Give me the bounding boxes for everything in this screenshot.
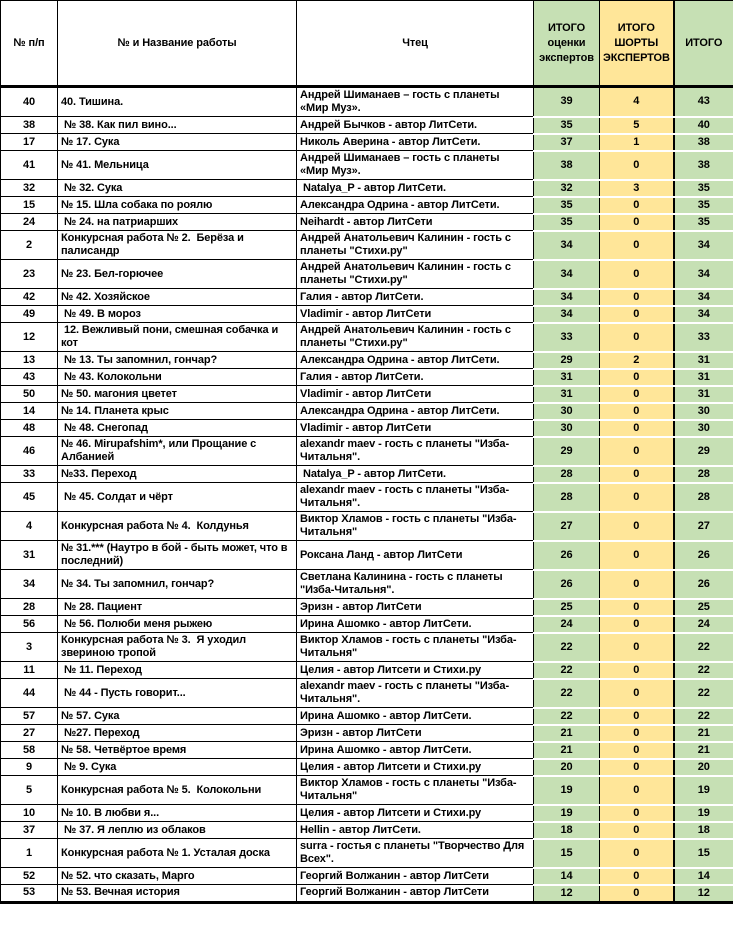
table-row [1,805,733,822]
cell-total-score: 22 [674,679,733,708]
cell-shortlist-score: 0 [600,868,674,885]
cell-total-score: 26 [674,570,733,599]
cell-reader: Георгий Волжанин - автор ЛитСети [297,885,534,903]
cell-expert-score: 22 [534,679,600,708]
cell-work-number: 46 [1,437,58,466]
header-row [1,1,733,87]
cell-total-score: 34 [674,289,733,306]
cell-work-number: 23 [1,260,58,289]
table-row [1,369,733,386]
cell-reader: Андрей Анатольевич Калинин - гость с планеты "Стихи.ру" [297,231,534,260]
cell-reader: Natalya_P - автор ЛитСети. [297,180,534,197]
cell-reader: Виктор Хламов - гость с планеты "Изба-Читальня" [297,776,534,805]
cell-expert-score: 35 [534,214,600,231]
cell-reader: alexandr maev - гость с планеты "Изба-Читальня". [297,483,534,512]
cell-work-title: № 23. Бел-горючее [58,260,297,289]
cell-expert-score: 34 [534,289,600,306]
cell-shortlist-score: 2 [600,352,674,369]
cell-reader: Эризн - автор ЛитСети [297,725,534,742]
cell-expert-score: 34 [534,306,600,323]
cell-work-title: № 45. Солдат и чёрт [58,483,297,512]
cell-work-title: Конкурсная работа № 5. Колокольни [58,776,297,805]
cell-total-score: 34 [674,260,733,289]
cell-shortlist-score: 0 [600,289,674,306]
cell-expert-score: 18 [534,822,600,839]
cell-work-number: 9 [1,759,58,776]
cell-expert-score: 31 [534,386,600,403]
cell-shortlist-score: 0 [600,466,674,483]
cell-reader: Александра Одрина - автор ЛитСети. [297,197,534,214]
table-row [1,352,733,369]
table-row [1,725,733,742]
cell-expert-score: 35 [534,117,600,134]
cell-reader: Ирина Ашомко - автор ЛитСети. [297,708,534,725]
cell-work-number: 38 [1,117,58,134]
cell-total-score: 28 [674,483,733,512]
table-row [1,231,733,260]
cell-reader: Андрей Шиманаев – гость с планеты «Мир Муз». [297,151,534,180]
cell-work-number: 56 [1,616,58,633]
table-row [1,483,733,512]
cell-work-title: № 42. Хозяйское [58,289,297,306]
cell-expert-score: 26 [534,541,600,570]
cell-work-number: 33 [1,466,58,483]
table-row [1,868,733,885]
cell-shortlist-score: 0 [600,260,674,289]
cell-expert-score: 32 [534,180,600,197]
table-row [1,822,733,839]
table-row [1,289,733,306]
cell-work-title: № 46. Mirupafshim*, или Прощание с Албанией [58,437,297,466]
cell-reader: surra - гостья с планеты "Творчество Для Всех". [297,839,534,868]
cell-total-score: 29 [674,437,733,466]
cell-reader: alexandr maev - гость с планеты "Изба-Читальня". [297,679,534,708]
cell-shortlist-score: 0 [600,805,674,822]
cell-total-score: 38 [674,151,733,180]
cell-total-score: 27 [674,512,733,541]
header-col-total: ИТОГО [674,1,733,87]
cell-reader: Андрей Анатольевич Калинин - гость с планеты "Стихи.ру" [297,323,534,352]
cell-total-score: 40 [674,117,733,134]
header-col-shortlist-score: ИТОГО ШОРТЫ ЭКСПЕРТОВ [600,1,674,87]
cell-shortlist-score: 0 [600,420,674,437]
cell-work-number: 52 [1,868,58,885]
cell-work-title: № 10. В любви я... [58,805,297,822]
header-col-expert-score: ИТОГО оценки экспертов [534,1,600,87]
cell-reader: Vladimir - автор ЛитСети [297,386,534,403]
cell-reader: Vladimir - автор ЛитСети [297,306,534,323]
cell-work-number: 31 [1,541,58,570]
cell-work-number: 4 [1,512,58,541]
cell-total-score: 34 [674,231,733,260]
cell-work-title: №33. Переход [58,466,297,483]
cell-shortlist-score: 0 [600,483,674,512]
cell-expert-score: 28 [534,466,600,483]
cell-work-number: 10 [1,805,58,822]
cell-expert-score: 31 [534,369,600,386]
cell-total-score: 35 [674,180,733,197]
cell-expert-score: 33 [534,323,600,352]
table-row [1,708,733,725]
cell-work-number: 53 [1,885,58,903]
cell-reader: Роксана Ланд - автор ЛитСети [297,541,534,570]
table-row [1,633,733,662]
cell-expert-score: 22 [534,633,600,662]
cell-work-number: 5 [1,776,58,805]
cell-total-score: 12 [674,885,733,903]
table-row [1,87,733,117]
cell-expert-score: 21 [534,742,600,759]
cell-reader: Виктор Хламов - гость с планеты "Изба-Читальня" [297,633,534,662]
cell-total-score: 31 [674,369,733,386]
cell-work-number: 24 [1,214,58,231]
cell-work-title: № 56. Полюби меня рыжею [58,616,297,633]
cell-work-title: № 15. Шла собака по роялю [58,197,297,214]
cell-reader: Андрей Шиманаев – гость с планеты «Мир Муз». [297,87,534,117]
cell-reader: Николь Аверина - автор ЛитСети. [297,134,534,151]
cell-work-title: № 48. Снегопад [58,420,297,437]
cell-total-score: 35 [674,214,733,231]
cell-shortlist-score: 0 [600,570,674,599]
table-row [1,214,733,231]
cell-shortlist-score: 0 [600,616,674,633]
cell-reader: Ирина Ашомко - автор ЛитСети. [297,616,534,633]
cell-work-number: 40 [1,87,58,117]
cell-shortlist-score: 0 [600,386,674,403]
cell-work-number: 2 [1,231,58,260]
cell-work-title: № 37. Я леплю из облаков [58,822,297,839]
table-row [1,420,733,437]
cell-total-score: 25 [674,599,733,616]
cell-work-title: №27. Переход [58,725,297,742]
cell-reader: Vladimir - автор ЛитСети [297,420,534,437]
cell-reader: Natalya_P - автор ЛитСети. [297,466,534,483]
cell-total-score: 38 [674,134,733,151]
cell-work-number: 34 [1,570,58,599]
header-col-number: № п/п [1,1,58,87]
cell-shortlist-score: 0 [600,822,674,839]
cell-total-score: 22 [674,633,733,662]
cell-reader: Андрей Анатольевич Калинин - гость с планеты "Стихи.ру" [297,260,534,289]
cell-shortlist-score: 0 [600,633,674,662]
cell-expert-score: 30 [534,403,600,420]
table-row [1,616,733,633]
table-row [1,117,733,134]
cell-shortlist-score: 0 [600,708,674,725]
cell-reader: Галия - автор ЛитСети. [297,289,534,306]
cell-shortlist-score: 1 [600,134,674,151]
cell-expert-score: 21 [534,725,600,742]
cell-work-title: № 44 - Пусть говорит... [58,679,297,708]
cell-work-title: № 49. В мороз [58,306,297,323]
cell-work-title: № 43. Колокольни [58,369,297,386]
cell-work-title: № 53. Вечная история [58,885,297,903]
cell-total-score: 34 [674,306,733,323]
cell-shortlist-score: 0 [600,742,674,759]
table-row [1,742,733,759]
cell-shortlist-score: 3 [600,180,674,197]
cell-total-score: 18 [674,822,733,839]
table-row [1,197,733,214]
cell-total-score: 28 [674,466,733,483]
cell-expert-score: 20 [534,759,600,776]
table-row [1,839,733,868]
table-row [1,541,733,570]
cell-total-score: 35 [674,197,733,214]
table-row [1,679,733,708]
cell-total-score: 30 [674,403,733,420]
cell-work-number: 17 [1,134,58,151]
table-row [1,386,733,403]
cell-work-number: 45 [1,483,58,512]
cell-reader: Светлана Калинина - гость с планеты "Изба-Читальня". [297,570,534,599]
cell-reader: Neihardt - автор ЛитСети [297,214,534,231]
cell-shortlist-score: 0 [600,306,674,323]
cell-expert-score: 22 [534,662,600,679]
cell-expert-score: 39 [534,87,600,117]
cell-work-title: № 31.*** (Наутро в бой - быть может, что в последний) [58,541,297,570]
cell-work-title: № 52. что сказать, Марго [58,868,297,885]
cell-total-score: 31 [674,352,733,369]
cell-reader: Целия - автор Литсети и Стихи.ру [297,805,534,822]
cell-shortlist-score: 0 [600,231,674,260]
cell-expert-score: 37 [534,134,600,151]
cell-expert-score: 35 [534,197,600,214]
cell-total-score: 30 [674,420,733,437]
header-col-work-title: № и Название работы [58,1,297,87]
cell-expert-score: 24 [534,616,600,633]
cell-work-number: 58 [1,742,58,759]
cell-reader: Эризн - автор ЛитСети [297,599,534,616]
table-row [1,599,733,616]
cell-work-title: № 50. магония цветет [58,386,297,403]
cell-work-title: Конкурсная работа № 4. Колдунья [58,512,297,541]
cell-work-number: 13 [1,352,58,369]
header-col-reader: Чтец [297,1,534,87]
cell-reader: Виктор Хламов - гость с планеты "Изба-Читальня" [297,512,534,541]
cell-expert-score: 14 [534,868,600,885]
cell-reader: Александра Одрина - автор ЛитСети. [297,352,534,369]
cell-work-number: 43 [1,369,58,386]
cell-work-title: № 13. Ты запомнил, гончар? [58,352,297,369]
cell-total-score: 15 [674,839,733,868]
cell-shortlist-score: 0 [600,725,674,742]
table-row [1,466,733,483]
cell-expert-score: 19 [534,805,600,822]
cell-shortlist-score: 0 [600,403,674,420]
cell-shortlist-score: 0 [600,197,674,214]
cell-shortlist-score: 0 [600,839,674,868]
cell-total-score: 33 [674,323,733,352]
cell-work-title: № 24. на патриарших [58,214,297,231]
table-row [1,180,733,197]
cell-reader: Целия - автор Литсети и Стихи.ру [297,759,534,776]
cell-work-number: 57 [1,708,58,725]
results-table-body [1,87,733,903]
cell-expert-score: 25 [534,599,600,616]
cell-shortlist-score: 0 [600,541,674,570]
cell-work-title: № 57. Сука [58,708,297,725]
cell-total-score: 14 [674,868,733,885]
cell-work-number: 28 [1,599,58,616]
cell-total-score: 20 [674,759,733,776]
cell-work-title: № 38. Как пил вино... [58,117,297,134]
cell-shortlist-score: 0 [600,437,674,466]
cell-total-score: 19 [674,805,733,822]
table-row [1,306,733,323]
cell-work-number: 1 [1,839,58,868]
cell-shortlist-score: 5 [600,117,674,134]
cell-shortlist-score: 0 [600,662,674,679]
cell-work-number: 49 [1,306,58,323]
table-row [1,885,733,903]
cell-reader: Hellin - автор ЛитСети. [297,822,534,839]
cell-expert-score: 28 [534,483,600,512]
cell-work-title: № 11. Переход [58,662,297,679]
cell-reader: Ирина Ашомко - автор ЛитСети. [297,742,534,759]
cell-work-title: № 9. Сука [58,759,297,776]
cell-work-number: 3 [1,633,58,662]
cell-reader: Андрей Бычков - автор ЛитСети. [297,117,534,134]
cell-shortlist-score: 0 [600,599,674,616]
cell-total-score: 19 [674,776,733,805]
cell-total-score: 43 [674,87,733,117]
cell-work-number: 32 [1,180,58,197]
cell-work-title: № 32. Сука [58,180,297,197]
cell-work-title: № 28. Пациент [58,599,297,616]
cell-expert-score: 27 [534,512,600,541]
cell-shortlist-score: 0 [600,776,674,805]
cell-work-number: 12 [1,323,58,352]
cell-expert-score: 34 [534,231,600,260]
cell-total-score: 21 [674,725,733,742]
cell-work-title: 12. Вежливый пони, смешная собачка и кот [58,323,297,352]
cell-shortlist-score: 0 [600,214,674,231]
cell-shortlist-score: 0 [600,323,674,352]
cell-shortlist-score: 0 [600,759,674,776]
cell-work-number: 48 [1,420,58,437]
cell-total-score: 24 [674,616,733,633]
cell-work-number: 44 [1,679,58,708]
cell-work-title: № 34. Ты запомнил, гончар? [58,570,297,599]
cell-work-title: № 41. Мельница [58,151,297,180]
cell-shortlist-score: 0 [600,679,674,708]
cell-shortlist-score: 0 [600,151,674,180]
cell-total-score: 21 [674,742,733,759]
cell-work-number: 27 [1,725,58,742]
cell-reader: Галия - автор ЛитСети. [297,369,534,386]
table-row [1,260,733,289]
cell-expert-score: 30 [534,420,600,437]
cell-work-title: 40. Тишина. [58,87,297,117]
table-row [1,759,733,776]
results-table-header [1,1,733,87]
cell-work-title: Конкурсная работа № 2. Берёза и палисандр [58,231,297,260]
cell-work-number: 42 [1,289,58,306]
cell-total-score: 22 [674,708,733,725]
cell-shortlist-score: 0 [600,369,674,386]
table-row [1,151,733,180]
cell-work-number: 14 [1,403,58,420]
cell-expert-score: 38 [534,151,600,180]
table-row [1,570,733,599]
cell-work-title: № 58. Четвёртое время [58,742,297,759]
cell-expert-score: 34 [534,260,600,289]
cell-work-number: 41 [1,151,58,180]
cell-work-title: № 17. Сука [58,134,297,151]
cell-expert-score: 26 [534,570,600,599]
cell-reader: Георгий Волжанин - автор ЛитСети [297,868,534,885]
table-row [1,323,733,352]
table-row [1,437,733,466]
cell-expert-score: 19 [534,776,600,805]
cell-shortlist-score: 0 [600,885,674,903]
table-row [1,134,733,151]
cell-reader: alexandr maev - гость с планеты "Изба-Читальня". [297,437,534,466]
cell-work-title: № 14. Планета крыс [58,403,297,420]
cell-work-number: 15 [1,197,58,214]
table-row [1,512,733,541]
cell-reader: Александра Одрина - автор ЛитСети. [297,403,534,420]
table-row [1,662,733,679]
cell-work-number: 11 [1,662,58,679]
cell-expert-score: 12 [534,885,600,903]
cell-total-score: 22 [674,662,733,679]
cell-shortlist-score: 4 [600,87,674,117]
cell-work-number: 37 [1,822,58,839]
cell-total-score: 26 [674,541,733,570]
cell-expert-score: 29 [534,352,600,369]
cell-work-title: Конкурсная работа № 3. Я уходил звериною тропой [58,633,297,662]
table-row [1,776,733,805]
table-row [1,403,733,420]
cell-expert-score: 15 [534,839,600,868]
cell-expert-score: 29 [534,437,600,466]
cell-reader: Целия - автор Литсети и Стихи.ру [297,662,534,679]
cell-shortlist-score: 0 [600,512,674,541]
cell-work-number: 50 [1,386,58,403]
cell-expert-score: 22 [534,708,600,725]
cell-work-title: Конкурсная работа № 1. Усталая доска [58,839,297,868]
cell-total-score: 31 [674,386,733,403]
